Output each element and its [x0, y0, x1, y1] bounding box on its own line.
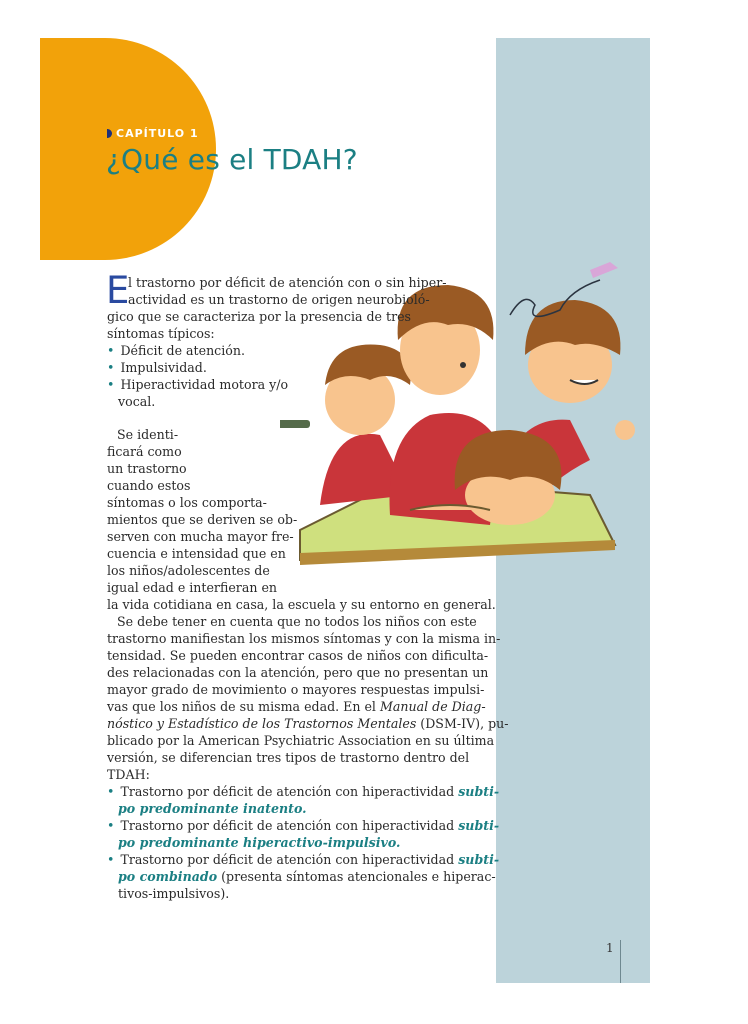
- p2-line: igual edad e interfieran en: [107, 580, 278, 595]
- subtype-item-cont: [118, 800, 307, 817]
- p3-line: mayor grado de movimiento o mayores respuestas impulsi-: [107, 682, 485, 697]
- p2-line: cuencia e intensidad que en: [107, 546, 286, 561]
- bullet-icon: •: [107, 818, 115, 833]
- p2-line: un trastorno: [107, 461, 187, 476]
- p3-line: blicado por la American Psychiatric Association en su última: [107, 733, 495, 748]
- symptom-item: [107, 342, 245, 359]
- p3-line: des relacionadas con la atención, pero que no presentan un: [107, 665, 489, 680]
- chapter-label: [107, 127, 199, 140]
- subtype-text: Trastorno por déficit de atención con hiperactividad: [120, 784, 459, 799]
- symptom-text: Hiperactividad motora y/o: [120, 377, 289, 392]
- symptom-continuation: vocal.: [118, 394, 156, 409]
- subtype-item: [107, 817, 499, 834]
- subtype-item: [107, 851, 499, 868]
- bullet-icon: •: [107, 377, 115, 392]
- p2-line: síntomas o los comporta-: [107, 495, 267, 510]
- chapter-marker-icon: [107, 129, 112, 138]
- p2-line: ficará como: [107, 444, 182, 459]
- intro-line-4: síntomas típicos:: [107, 326, 215, 341]
- subtype-text: Trastorno por déficit de atención con hiperactividad: [120, 818, 459, 833]
- p3-line: trastorno manifiestan los mismos síntomas y con la misma in-: [107, 631, 501, 646]
- drop-cap: E: [106, 269, 130, 312]
- p3-line: TDAH:: [107, 767, 150, 782]
- p2-line: serven con mucha mayor fre-: [107, 529, 294, 544]
- p3-line: tensidad. Se pueden encontrar casos de niños con dificulta-: [107, 648, 489, 663]
- symptom-item: [107, 359, 207, 376]
- p3-text: vas que los niños de su misma edad. En el: [107, 699, 380, 714]
- symptom-text: Déficit de atención.: [120, 343, 245, 358]
- subtype-text: .: [396, 835, 401, 850]
- subtype-item-cont: [118, 868, 496, 885]
- p3-line: [107, 715, 509, 732]
- subtype-item-cont: tivos-impulsivos).: [118, 886, 230, 901]
- subtype-emphasis: po predominante inatento: [118, 801, 303, 816]
- bullet-icon: •: [107, 784, 115, 799]
- p3-line: [107, 698, 486, 715]
- subtype-emphasis: subti-: [458, 852, 500, 867]
- bullet-icon: •: [107, 343, 115, 358]
- p3-text: (DSM-IV), pu-: [416, 716, 509, 731]
- intro-line-3: gico que se caracteriza por la presencia de tres: [107, 309, 412, 324]
- page-number-rule: [620, 940, 621, 983]
- subtype-text: Trastorno por déficit de atención con hiperactividad: [120, 852, 459, 867]
- intro-line-1: l trastorno por déficit de atención con o sin hiper-: [128, 275, 447, 290]
- p2-line: mientos que se deriven se ob-: [107, 512, 298, 527]
- intro-line-2: actividad es un trastorno de origen neurobioló-: [128, 292, 430, 307]
- subtype-emphasis: po combinado: [118, 869, 218, 884]
- subtype-emphasis: po predominante hiperactivo-impulsivo: [118, 835, 397, 850]
- p3-line: Se debe tener en cuenta que no todos los niños con este: [117, 614, 477, 629]
- subtype-text: .: [302, 801, 307, 816]
- p2-line: cuando estos: [107, 478, 191, 493]
- p3-line: versión, se diferencian tres tipos de trastorno dentro del: [107, 750, 470, 765]
- dsm-title-italic: Manual de Diag-: [379, 699, 486, 714]
- subtype-emphasis: subti-: [458, 784, 500, 799]
- bullet-icon: •: [107, 360, 115, 375]
- page-number: 1: [606, 941, 614, 955]
- symptom-item: [107, 376, 288, 393]
- subtype-text: (presenta síntomas atencionales e hiperac-: [217, 869, 496, 884]
- symptom-text: Impulsividad.: [120, 360, 207, 375]
- p2-line: la vida cotidiana en casa, la escuela y su entorno en general.: [107, 597, 496, 612]
- chapter-label-text: CAPÍTULO 1: [116, 127, 199, 140]
- page-title: ¿Qué es el TDAH?: [106, 143, 358, 176]
- p2-line: Se identi-: [117, 427, 179, 442]
- dsm-title-italic: nóstico y Estadístico de los Trastornos Mentales: [107, 716, 417, 731]
- bullet-icon: •: [107, 852, 115, 867]
- subtype-item: [107, 783, 499, 800]
- subtype-emphasis: subti-: [458, 818, 500, 833]
- p2-line: los niños/adolescentes de: [107, 563, 270, 578]
- subtype-item-cont: [118, 834, 400, 851]
